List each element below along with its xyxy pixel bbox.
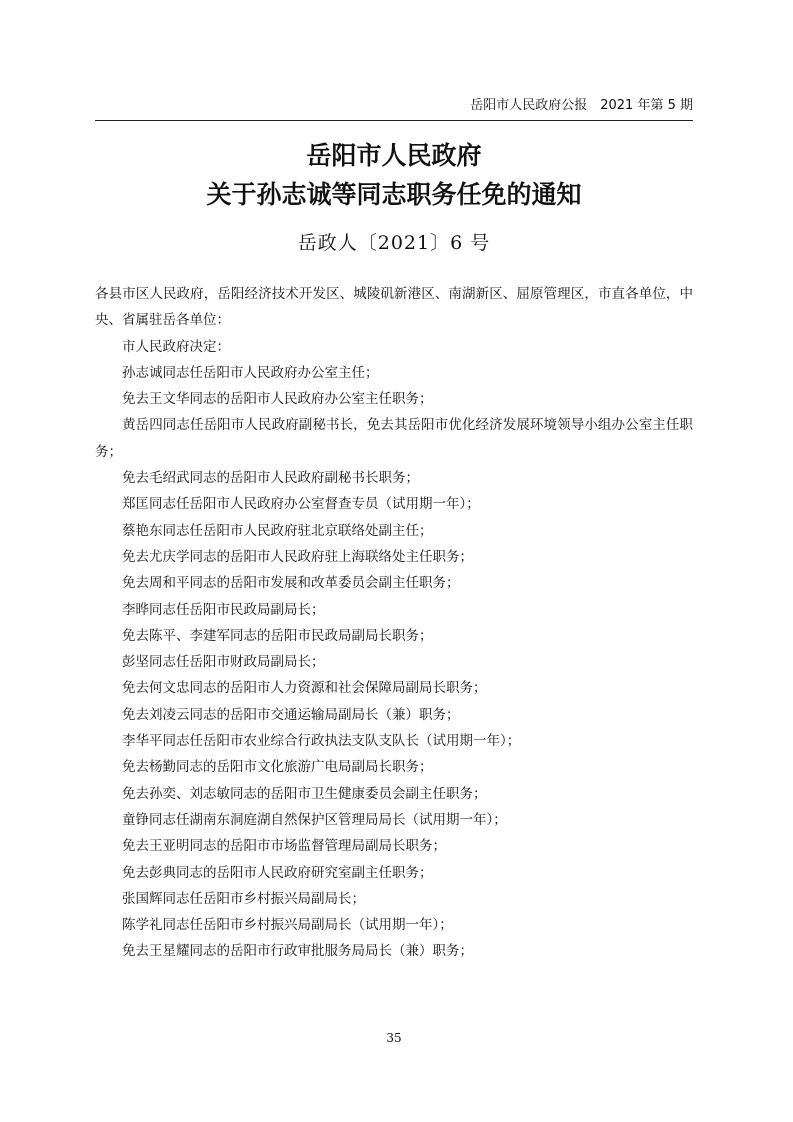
page-number: 35 — [386, 1031, 402, 1045]
paragraph: 免去孙奕、刘志敏同志的岳阳市卫生健康委员会副主任职务； — [122, 785, 487, 802]
document-number: 岳政人〔2021〕6 号 — [297, 232, 491, 254]
running-header: 岳阳市人民政府公报 2021 年第 5 期 — [470, 98, 693, 113]
title-subject: 关于孙志诚等同志职务任免的通知 — [206, 180, 582, 209]
paragraph: 免去尤庆学同志的岳阳市人民政府驻上海联络处主任职务； — [122, 548, 473, 565]
paragraph: 免去王亚明同志的岳阳市市场监督管理局副局长职务； — [122, 838, 446, 855]
paragraph: 免去何文忠同志的岳阳市人力资源和社会保障局副局长职务； — [122, 680, 487, 697]
paragraph: 郑匡同志任岳阳市人民政府办公室督查专员（试用期一年）； — [122, 496, 480, 513]
paragraph: 张国辉同志任岳阳市乡村振兴局副局长； — [122, 890, 365, 907]
paragraph: 免去王文华同志的岳阳市人民政府办公室主任职务； — [122, 391, 433, 408]
paragraph: 免去彭典同志的岳阳市人民政府研究室副主任职务； — [122, 864, 433, 881]
addressee: 各县市区人民政府，岳阳经济技术开发区、城陵矶新港区、南湖新区、屈原管理区，市直各单位，中央、省属驻岳各单位： — [95, 286, 693, 329]
paragraph: 免去刘凌云同志的岳阳市交通运输局副局长（兼）职务； — [122, 706, 460, 723]
paragraph: 免去王星耀同志的岳阳市行政审批服务局局长（兼）职务； — [122, 943, 473, 960]
header-divider — [95, 120, 693, 121]
title-issuer: 岳阳市人民政府 — [306, 141, 482, 170]
paragraph: 免去杨勤同志的岳阳市文化旅游广电局副局长职务； — [122, 759, 433, 776]
paragraph: 蔡艳东同志任岳阳市人民政府驻北京联络处副主任； — [122, 522, 433, 539]
paragraph: 免去周和平同志的岳阳市发展和改革委员会副主任职务； — [122, 575, 460, 592]
paragraph: 彭坚同志任岳阳市财政局副局长； — [122, 654, 325, 671]
paragraph: 陈学礼同志任岳阳市乡村振兴局副局长（试用期一年）； — [122, 917, 453, 934]
paragraph: 李晔同志任岳阳市民政局副局长； — [122, 601, 325, 618]
paragraph: 孙志诚同志任岳阳市人民政府办公室主任； — [122, 364, 379, 381]
paragraph: 黄岳四同志任岳阳市人民政府副秘书长，免去其岳阳市优化经济发展环境领导小组办公室主任职务； — [95, 417, 693, 460]
paragraph: 免去毛绍武同志的岳阳市人民政府副秘书长职务； — [122, 470, 419, 487]
paragraph: 李华平同志任岳阳市农业综合行政执法支队支队长（试用期一年）； — [122, 733, 521, 750]
notice-body — [95, 281, 693, 965]
paragraph: 免去陈平、李建军同志的岳阳市民政局副局长职务； — [122, 627, 433, 644]
paragraph: 童铮同志任湖南东洞庭湖自然保护区管理局局长（试用期一年）； — [122, 811, 507, 828]
paragraph: 市人民政府决定： — [122, 338, 230, 355]
